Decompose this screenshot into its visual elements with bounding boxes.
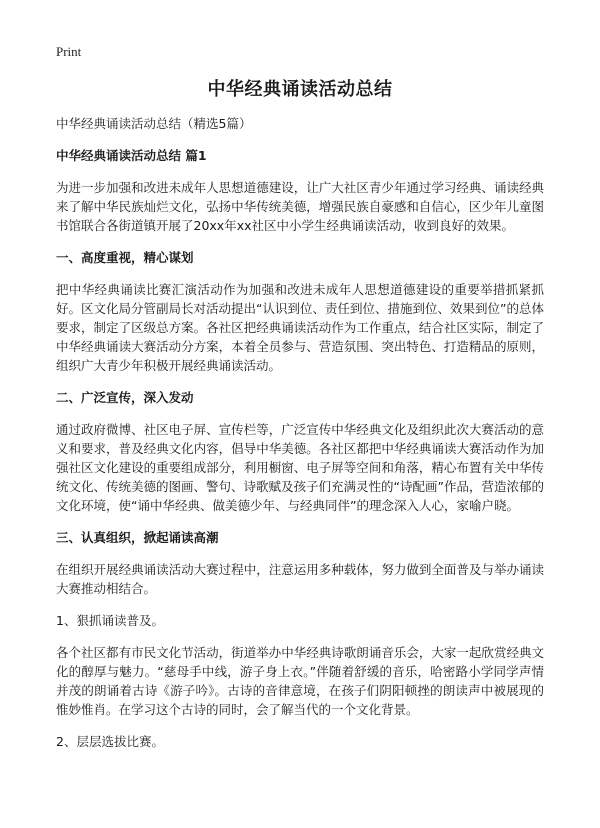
section3-paragraph: 在组织开展经典诵读活动大赛过程中，注意运用多种载体，努力做到全面普及与举办诵读大赛推动相结合。: [56, 562, 544, 596]
intro-paragraph: 为进一步加强和改进未成年人思想道德建设，让广大社区青少年通过学习经典、诵读经典来了解中华民族灿烂文化，弘扬中华传统美德，增强民族自豪感和自信心，区少年儿童图书馆联合各街道镇开展了20xx年xx社区中小学生经典诵读活动，收到良好的效果。: [56, 180, 544, 233]
print-link[interactable]: Print: [56, 44, 82, 59]
item2-heading: 2、层层选拔比赛。: [56, 734, 164, 749]
item1-heading: 1、狠抓诵读普及。: [56, 613, 164, 628]
article-heading: 中华经典诵读活动总结 篇1: [56, 148, 207, 163]
section3-heading: 三、认真组织，掀起诵读高潮: [56, 530, 219, 545]
section1-heading: 一、高度重视，精心谋划: [56, 250, 194, 265]
section2-heading: 二、广泛宣传，深入发动: [56, 390, 194, 405]
item1-paragraph: 各个社区都有市民文化节活动，街道举办中华经典诗歌朗诵音乐会，大家一起欣赏经典文化的醇厚与魅力。“慈母手中线，游子身上衣。”伴随着舒缓的音乐，哈密路小学同学声情并茂的朗诵着古诗《游子吟》。古诗的音律意境，在孩子们阴阳顿挫的朗读声中被展现的惟妙惟肖。在学习这个古诗的同时，会了解当代的一个文化背景。: [56, 645, 544, 717]
page-title: 中华经典诵读活动总结: [207, 79, 393, 100]
section1-paragraph: 把中华经典诵读比赛汇演活动作为加强和改进未成年人思想道德建设的重要举措抓紧抓好。区文化局分管副局长对活动提出“认识到位、责任到位、措施到位、效果到位”的总体要求，制定了区级总方案。各社区把经典诵读活动作为工作重点，结合社区实际，制定了中华经典诵读大赛活动分方案，本着全员参与、营造氛围、突出特色、打造精品的原则，组织广大青少年积极开展经典诵读活动。: [56, 282, 544, 373]
section2-paragraph: 通过政府微博、社区电子屏、宣传栏等，广泛宣传中华经典文化及组织此次大赛活动的意义和要求，普及经典文化内容，倡导中华美德。各社区都把中华经典诵读大赛活动作为加强社区文化建设的重要组成部分，利用橱窗、电子屏等空间和角落，精心布置有关中华传统文化、传统美德的图画、警句、诗歌赋及孩子们充满灵性的“诗配画”作品，营造浓郁的文化环境，使“诵中华经典、做美德少年、与经典同伴”的理念深入人心，家喻户晓。: [56, 422, 544, 513]
document-subtitle: 中华经典诵读活动总结（精选5篇）: [56, 116, 252, 131]
